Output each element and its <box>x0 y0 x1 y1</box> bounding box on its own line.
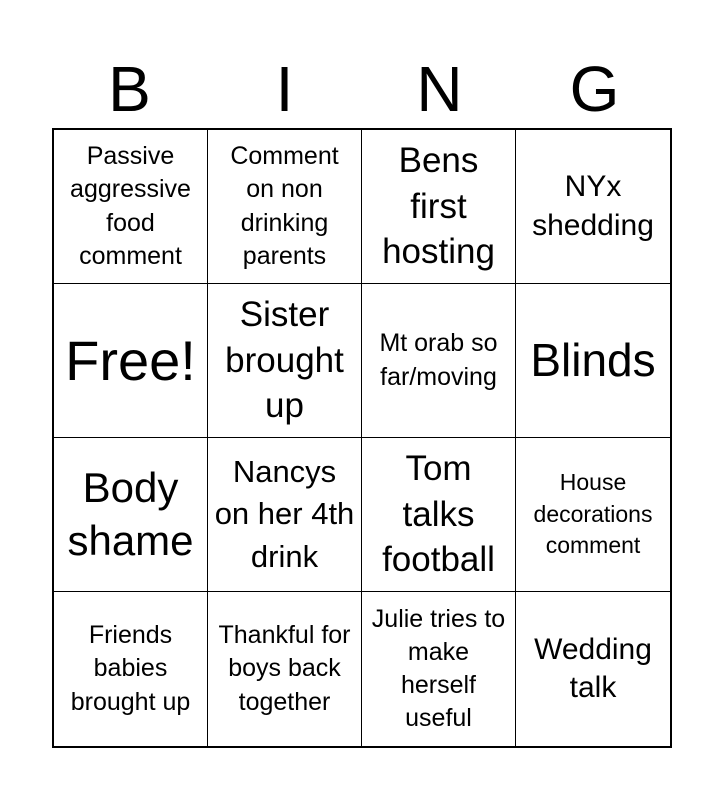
bingo-cell-r3-c2[interactable] <box>208 438 362 592</box>
bingo-cell-text: Wedding talk <box>534 632 652 704</box>
bingo-cell-r4-c4[interactable] <box>516 592 670 746</box>
bingo-cell-r2-c4[interactable] <box>516 284 670 438</box>
header-letter-n: N <box>416 53 463 125</box>
bingo-cell-text: Comment on non drinking parents <box>230 142 339 270</box>
bingo-cell-r4-c3[interactable] <box>362 592 516 746</box>
header-letter-b: B <box>108 53 151 125</box>
bingo-cell-r1-c4[interactable] <box>516 130 670 284</box>
bingo-card-grid <box>52 128 672 748</box>
bingo-cell-r3-c3[interactable] <box>362 438 516 592</box>
bingo-cell-r4-c2[interactable] <box>208 592 362 746</box>
bingo-cell-r4-c1[interactable] <box>54 592 208 746</box>
bingo-cell-text: Julie tries to make herself useful <box>371 604 506 733</box>
bingo-cell-r2-c1[interactable] <box>54 284 208 438</box>
bingo-cell-text: Thankful for boys back together <box>218 621 351 716</box>
bingo-cell-r1-c1[interactable] <box>54 130 208 284</box>
bingo-cell-text: Bens first hosting <box>382 141 495 272</box>
bingo-cell-text: Nancys on her 4th drink <box>214 454 355 574</box>
bingo-cell-text: Free! <box>65 328 196 392</box>
bingo-cell-r1-c3[interactable] <box>362 130 516 284</box>
header-letter-g: G <box>569 53 620 125</box>
bingo-cell-r1-c2[interactable] <box>208 130 362 284</box>
bingo-cell-text: Sister brought up <box>225 295 344 426</box>
bingo-cell-r2-c2[interactable] <box>208 284 362 438</box>
bingo-cell-text: Mt orab so far/moving <box>379 329 498 391</box>
bingo-cell-text: Tom talks football <box>382 449 495 580</box>
bingo-cell-r3-c4[interactable] <box>516 438 670 592</box>
bingo-cell-text: Body shame <box>67 464 194 564</box>
bingo-cell-text: Passive aggressive food comment <box>70 142 191 270</box>
bingo-cell-r3-c1[interactable] <box>54 438 208 592</box>
bingo-cell-r2-c3[interactable] <box>362 284 516 438</box>
bingo-cell-text: Blinds <box>530 334 656 387</box>
bingo-cell-text: Friends babies brought up <box>70 621 191 716</box>
header-letter-i: I <box>275 53 294 125</box>
bingo-cell-text: House decorations comment <box>533 468 653 559</box>
bingo-header <box>52 50 672 128</box>
bingo-cell-text: NYx shedding <box>532 170 654 242</box>
